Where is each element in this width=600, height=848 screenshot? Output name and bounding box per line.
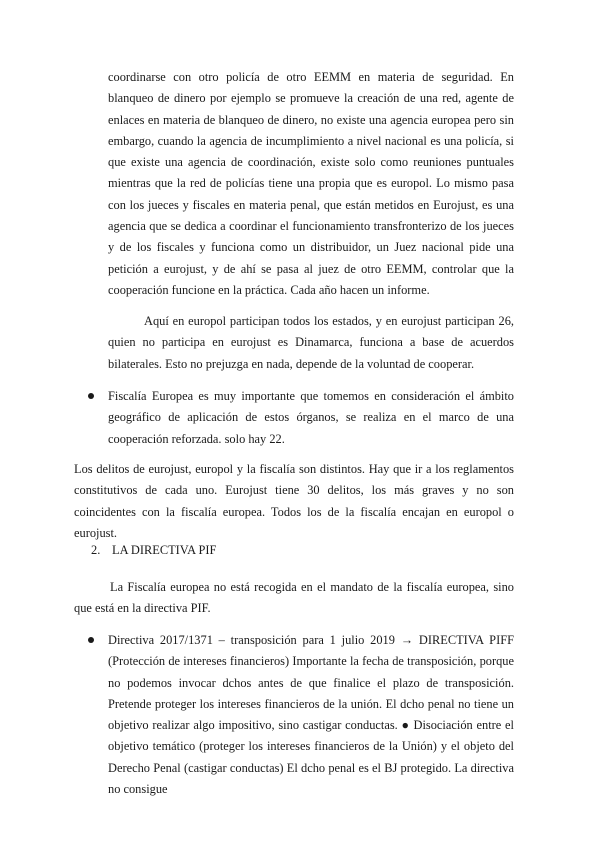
- bullet-dot-icon: [88, 637, 94, 643]
- paragraph-pif: La Fiscalía europea no está recogida en el mandato de la fiscalía europea, sino que está en la directiva PIF.: [74, 580, 514, 616]
- section-number: 2.: [91, 543, 101, 557]
- bullet-item-fiscalia: Fiscalía Europea es muy importante que tomemos en consideración el ámbito geográfico de aplicación de estos órganos, se realiza en el marco de una cooperación reforzada. solo hay 22.: [108, 389, 514, 446]
- paragraph-participation: Aquí en europol participan todos los estados, y en eurojust participan 26, quien no participa en eurojust es Dinamarca, funciona a base de acuerdos bilaterales. Esto no prejuzga en nada, depende de la voluntad de cooperar.: [108, 314, 514, 371]
- bullet-item-directiva: Directiva 2017/1371 – transposición para 1 julio 2019 → DIRECTIVA PIFF (Protección de intereses financieros) Importante la fecha de transposición, porque no podemos invocar dchos antes de que finalice el plazo de transposición. Pretende proteger los intereses financieros de la unión. El dcho penal no tiene un objetivo realizar algo impositivo, sino castigar conductas. ● Disociación entre el objetivo temático (proteger los intereses financieros de la Unión) y el objeto del Derecho Penal (castigar conductas) El dcho penal es el BJ protegido. La directiva no consigue: [108, 633, 514, 797]
- section-title: LA DIRECTIVA PIF: [112, 543, 217, 557]
- paragraph-continuation: coordinarse con otro policía de otro EEMM en materia de seguridad. En blanqueo de dinero por ejemplo se promueve la creación de una red, agente de enlaces en materia de blanqueo de dinero, no existe una agencia europea pero sin embargo, cuando la agencia de incumplimiento a nivel nacional es una policía, si que existe una agencia de coordinación, existe solo como reuniones puntuales mientras que la red de policías tiene una propia que es europol. Lo mismo pasa con los jueces y fiscales en materia penal, que están metidos en Eurojust, es una agencia que se dedica a coordinar el funcionamiento transfronterizo de los jueces y de los fiscales y funciona como un distribuidor, un Juez nacional pide una petición a eurojust, y de ahí se pasa al juez de otro EEMM, controlar que la cooperación funcione en la práctica. Cada año hacen un informe.: [108, 70, 514, 297]
- section-heading: [91, 540, 216, 561]
- bullet-dot-icon: [88, 393, 94, 399]
- paragraph-delitos: Los delitos de eurojust, europol y la fiscalía son distintos. Hay que ir a los reglamentos constitutivos de cada uno. Eurojust tiene 30 delitos, los más graves y no son coincidentes con la fiscalía europea. Todos los de la fiscalía encajan en europol o eurojust.: [74, 462, 514, 540]
